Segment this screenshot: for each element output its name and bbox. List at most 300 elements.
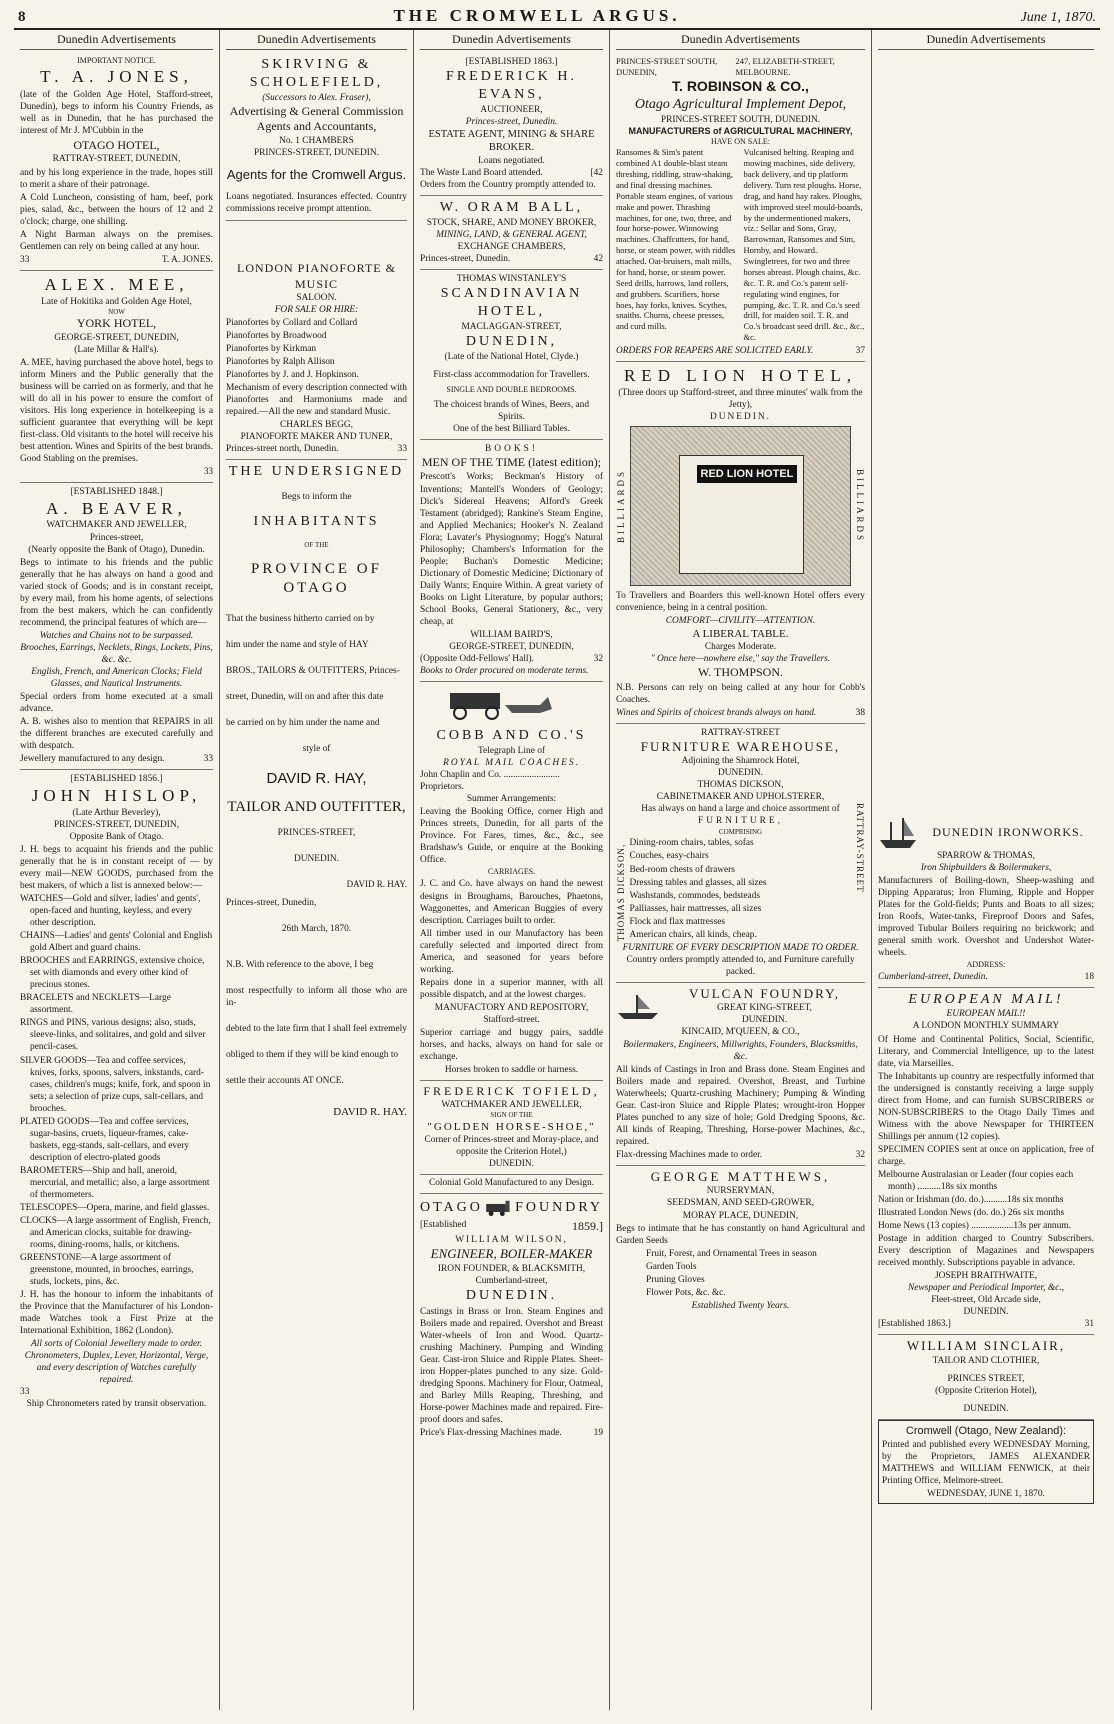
- ad-now: NOW: [108, 307, 125, 316]
- ad-street: PRINCES-STREET SOUTH, DUNEDIN.: [660, 114, 821, 125]
- ad-scandinavian: [420, 270, 603, 440]
- ad-body: The Inhabitants up country are respectfully informed that the undersigned is constantly receiving a large supply direct from Home, and can furnish SUBSCRIBERS or NON-SUBSCRIBERS to the Otago Daily Times and Witness with the above Newspaper for THIRTEEN Shillings per annum (12 copies).: [878, 1071, 1094, 1142]
- ad-evans: [420, 53, 603, 196]
- list-item: Pianofortes by Ralph Allison: [226, 357, 335, 368]
- ad-sale: HAVE ON SALE:: [711, 137, 770, 147]
- ad-trade: TAILOR AND CLOTHIER,: [932, 1355, 1040, 1366]
- ad-near: (Nearly opposite the Bank of Otago), Dunedin.: [28, 544, 205, 555]
- hotel-sign: RED LION HOTEL: [697, 465, 798, 483]
- ad-last: Flax-dressing Machines made to order.: [616, 1149, 763, 1160]
- ad-charges: Charges Moderate.: [704, 642, 777, 653]
- ad-owners: KINCAID, M'QUEEN, & CO.,: [681, 1027, 800, 1038]
- ad-otago-foundry: [420, 1194, 603, 1443]
- ad-ref: [42: [590, 167, 603, 178]
- ad-est: [Established 1863.]: [878, 1319, 951, 1330]
- ad-mfg: MANUFACTORY AND REPOSITORY,: [434, 1002, 589, 1013]
- ad-ref: 32: [593, 653, 603, 664]
- list-item: Palliasses, hair mattresses, all sizes: [629, 903, 762, 914]
- ad-seller: WILLIAM BAIRD'S,: [470, 629, 553, 640]
- ship-icon: [616, 991, 660, 1021]
- list-item: CLOCKS—A large assortment of English, French, and American clocks, suitable for drawing-rooms, dining-rooms, halls, or kitchens.: [20, 1215, 211, 1250]
- columns: [14, 30, 1100, 1710]
- ad-specimen: SPECIMEN COPIES sent at once on application, free of charge.: [878, 1144, 1094, 1167]
- ad-ref: 38: [855, 707, 865, 718]
- ad-est: [ESTABLISHED 1848.]: [70, 486, 163, 497]
- ad-name: SKIRVING & SCHOLEFIELD,: [249, 57, 384, 90]
- ad-line: PROVINCE OF OTAGO: [251, 561, 382, 597]
- list-item: BRACELETS and NECKLETS—Large assortment.: [20, 993, 171, 1016]
- ad-street: PRINCES-STREET, DUNEDIN,: [53, 819, 180, 830]
- ad-saloon: SALOON.: [296, 293, 337, 304]
- ad-line: Princes-street, Dunedin.: [420, 253, 511, 264]
- ad-right-list: Vulcanised belting. Reaping and mowing machines, side delivery, back delivery, and tip platform delivery. Turn rest ploughs. Horse, drag, and hand hay rakes. Ploughs, with improved steel mould-boards, by the undermentioned makers, viz.: Sellar and Sons, Gray, Barrowman, Ransomes and Sim, Hornby, and Howard. Swingletrees, for two and three horses abreast. Plough chains, &c. &c. T. R. and Co.'s patent self-regulating wind engines, for pumping, &c. T. R. and Co.'s seed drill, for maiden soil. T. R. and Co.'s broadcast seed drill. &c., &c., &c.: [743, 147, 865, 343]
- ad-jones: [20, 53, 213, 271]
- ad-matthews: [616, 1166, 865, 1316]
- ad-street: Cumberland-street,: [475, 1275, 548, 1286]
- ad-trade: AUCTIONEER,: [480, 104, 543, 115]
- column-3: [414, 30, 610, 1710]
- ad-owner: JOSEPH BRAITHWAITE,: [934, 1271, 1038, 1282]
- column-header: Dunedin Advertisements: [616, 30, 865, 50]
- ad-trade: WATCHMAKER AND JEWELLER,: [441, 1100, 582, 1111]
- ad-hotel: OTAGO HOTEL,: [73, 138, 160, 153]
- ad-line: INHABITANTS: [253, 514, 380, 530]
- list-item: Dressing tables and glasses, all sizes: [629, 877, 767, 888]
- ad-line: TAILOR AND OUTFITTER,: [227, 798, 406, 815]
- ad-ref: 19: [593, 1427, 603, 1438]
- ad-item: Watches and Chains not to be surpassed.: [39, 630, 194, 641]
- ad-addr-heading: ADDRESS:: [966, 960, 1006, 970]
- ad-line: obliged to them if they will be kind enough to: [226, 1049, 399, 1060]
- ad-line: street, Dunedin, will on and after this date: [226, 691, 384, 702]
- ad-furn: FURNITURE,: [698, 816, 783, 827]
- ad-trade2: IRON FOUNDER, & BLACKSMITH,: [437, 1263, 586, 1274]
- ad-name: ALEX. MEE,: [44, 274, 189, 294]
- ad-waste: The Waste Land Board attended.: [420, 167, 543, 178]
- ad-sub: Otago Agricultural Implement Depot,: [634, 96, 847, 112]
- ad-name: WILLIAM SINCLAIR,: [906, 1338, 1066, 1354]
- list-item: Flower Pots, &c. &c.: [646, 1287, 726, 1298]
- ad-left-list: Ransomes & Sim's patent combined A1 double-blast steam threshing, riddling, straw-shaking, and final dressing machines. Portable steam engines, of various make and power. Thrashing machines, for one, two, three, and four horse-power. Winnowing machines. Chaffcutters, for hand, horse, or steam power, with riddles attached. Oat-bruisers, malt mills, for hand, horse, or steam power. Seed drills, harrows, land rollers, and grubbers. Scarifiers, horse hoes, hay forks, knives. Scythes, snaiths. Churns, cheese presses, and curd mills.: [616, 147, 736, 332]
- ad-addr: Cumberland-street, Dunedin.: [878, 971, 988, 982]
- list-item: Pianofortes by J. and J. Hopkinson.: [226, 370, 359, 381]
- ad-trade: NURSERYMAN,: [706, 1186, 775, 1197]
- ad-line: THE UNDERSIGNED: [228, 464, 405, 480]
- ad-name: VULCAN FOUNDRY,: [688, 985, 841, 1001]
- ad-name: FREDERICK TOFIELD,: [423, 1083, 600, 1098]
- newspaper-page: [14, 6, 1100, 1714]
- ad-billiard: One of the best Billiard Tables.: [453, 424, 570, 435]
- ad-trade: WATCHMAKER AND JEWELLER,: [46, 520, 187, 531]
- ad-line: 26th March, 1870.: [281, 923, 352, 934]
- ad-line: him under the name and style of HAY: [226, 639, 369, 650]
- ad-name: GEORGE MATTHEWS,: [650, 1168, 831, 1184]
- ad-prop: John Chaplin and Co. ........................ Proprietors.: [420, 770, 560, 793]
- ad-body: Loans negotiated. Insurances effected. Country commissions receive prompt attention.: [226, 192, 407, 215]
- ad-line: N.B. With reference to the above, I beg: [226, 959, 374, 970]
- ad-line: Agents and Accountants,: [256, 119, 377, 134]
- ad-tofield: [420, 1081, 603, 1194]
- ad-body: To Travellers and Boarders this well-known Hotel offers every convenience, being in a central position.: [616, 590, 865, 613]
- side-label: RATTRAY-STREET: [855, 803, 865, 894]
- ad-line: EXCHANGE CHAMBERS,: [457, 241, 566, 252]
- ad-street: PRINCES STREET,: [947, 1373, 1025, 1384]
- ad-european-mail: [878, 988, 1094, 1336]
- imprint-place: Cromwell (Otago, New Zealand):: [905, 1425, 1067, 1438]
- ad-ref: 33: [20, 254, 30, 265]
- ad-name: COBB AND CO.'S: [436, 728, 587, 744]
- ad-addr: MORAY PLACE, DUNEDIN,: [682, 1210, 799, 1221]
- side-label: THOMAS DICKSON,: [616, 844, 626, 942]
- ad-line: MINING, LAND, & GENERAL AGENT,: [436, 229, 587, 240]
- ad-every: FURNITURE OF EVERY DESCRIPTION MADE TO ORDER.: [622, 942, 859, 953]
- ad-body: J. C. and Co. have always on hand the newest designs in Broughams, Barouches, Phaetons, Waggonettes, and American Buggies of every description. Carriages built to order.: [420, 879, 603, 926]
- ad-city: DUNEDIN,: [465, 333, 558, 349]
- ad-name: LONDON PIANOFORTE & MUSIC: [237, 261, 396, 291]
- ad-body: All timber used in our Manufactory has been carefully selected and imported direct from America, and seasoned for years before working.: [420, 928, 603, 975]
- ad-ref: 31: [1084, 1319, 1094, 1330]
- imprint-body: Printed and published every WEDNESDAY Morning, by the Proprietors, JAMES ALEXANDER MATTHEWS and WILLIAM FENWICK, at their Printing Office, Melmore-street.: [882, 1440, 1090, 1487]
- ad-city: DUNEDIN.: [717, 768, 764, 779]
- ad-body: Postage in addition charged to Country Subscribers. Every description of Magazines and Newspapers received monthly. Subscriptions payable in advance.: [878, 1234, 1094, 1269]
- ad-orders: ORDERS FOR REAPERS ARE SOLICITED EARLY.: [616, 346, 814, 357]
- ad-name: EUROPEAN MAIL!: [908, 991, 1064, 1007]
- ad-trade: Boilermakers, Engineers, Millwrights, Founders, Blacksmiths, &c.: [623, 1039, 858, 1062]
- masthead: [14, 6, 1100, 30]
- ad-sign: T. A. JONES.: [161, 254, 213, 265]
- ad-ball: [420, 196, 603, 270]
- ad-loans: Loans negotiated.: [478, 155, 545, 166]
- side-label: BILLIARDS: [855, 468, 865, 543]
- list-item: RINGS and PINS, various designs; also, studs, sleeve-links, and solitaires, and gold and silver pencil-cases.: [20, 1018, 206, 1053]
- ad-trade: Iron Shipbuilders & Boilermakers,: [920, 863, 1052, 874]
- ad-sub: EUROPEAN MAIL!!: [946, 1009, 1026, 1020]
- list-item: Nation or Irishman (do. do.)..........18s six months: [878, 1194, 1064, 1205]
- ad-city: DUNEDIN.: [741, 1015, 788, 1026]
- ad-hay: [226, 460, 407, 1123]
- ad-est: Established Twenty Years.: [691, 1300, 790, 1311]
- ad-item: Chronometers, Duplex, Lever, Horizontal, Verge, and every description of Watches carefully repaired.: [24, 1351, 209, 1386]
- ad-city: DUNEDIN.: [465, 1287, 558, 1303]
- ad-line: settle their accounts AT ONCE.: [226, 1075, 344, 1086]
- piano-list: [226, 317, 407, 381]
- ad-wines: Wines and Spirits of choicest brands always on hand.: [616, 707, 817, 718]
- ad-agents: Agents for the Cromwell Argus.: [226, 166, 407, 182]
- list-item: Home News (13 copies) ..................13s per annum.: [878, 1220, 1071, 1231]
- ad-vulcan: [616, 983, 865, 1166]
- ad-owner: THOMAS WINSTANLEY'S: [456, 273, 567, 284]
- list-item: Pruning Gloves: [646, 1274, 705, 1285]
- ad-sale: FOR SALE OR HIRE:: [274, 305, 359, 316]
- ad-line: BROS., TAILORS & OUTFITTERS, Princes-: [226, 665, 400, 676]
- ship-icon: [878, 816, 918, 850]
- ad-mfg2: Stafford-street.: [483, 1014, 540, 1025]
- seeds-list: [616, 1248, 865, 1299]
- ad-piano: [226, 221, 407, 460]
- ad-adj: Adjoining the Shamrock Hotel,: [681, 756, 800, 767]
- ad-body: Special orders from home executed at a small advance.: [20, 691, 213, 714]
- ad-comp: COMPRISING: [718, 827, 763, 836]
- ad-name: T. ROBINSON & CO.,: [672, 77, 809, 94]
- ad-name: A. BEAVER,: [46, 498, 187, 518]
- newspaper-title: THE CROMWELL ARGUS.: [393, 6, 681, 25]
- list-item: American chairs, all kinds, cheap.: [629, 929, 757, 940]
- ad-tel: Telegraph Line of: [477, 745, 546, 756]
- ad-street: GREAT KING-STREET,: [717, 1003, 812, 1014]
- ad-trade: Newspaper and Periodical Importer, &c.,: [908, 1283, 1064, 1294]
- list-item: Pianofortes by Broadwood: [226, 331, 327, 342]
- ad-name: W. ORAM BALL,: [439, 199, 584, 215]
- ad-addr: Fleet-street, Old Arcade side,: [931, 1295, 1041, 1306]
- ad-addr: No. 1 CHAMBERS: [279, 135, 354, 146]
- ad-acc: First-class accommodation for Travellers.: [433, 369, 590, 380]
- goods-list: [20, 893, 213, 1288]
- ad-head: BOOKS!: [485, 444, 538, 455]
- ad-body: Begs to intimate that he has constantly on hand Agricultural and Garden Seeds: [616, 1223, 865, 1246]
- ad-beaver: [20, 483, 213, 770]
- ad-body: A Cold Luncheon, consisting of ham, beef, pork pies, salad, &c., between the hours of 12 and 2 o'clock; charge, one shilling.: [20, 192, 213, 227]
- ad-ref: 33: [20, 1387, 30, 1398]
- ad-body: A Night Barman always on the premises. Gentlemen can rely on being called at any hour.: [20, 229, 213, 252]
- ad-line: debted to the late firm that I shall feel extremely: [226, 1023, 407, 1034]
- ad-city: DUNEDIN.: [963, 1307, 1009, 1318]
- ad-city: DUNEDIN.: [709, 411, 772, 422]
- ad-name: SCANDINAVIAN HOTEL,: [440, 285, 583, 319]
- ad-ref: 33: [203, 754, 213, 765]
- ad-skirving: [226, 53, 407, 221]
- ad-line: OF THE: [304, 541, 329, 550]
- ad-addr: Princes-street north, Dunedin.: [226, 444, 339, 455]
- ad-street: RATTRAY-STREET, DUNEDIN,: [52, 154, 181, 165]
- ad-street: GEORGE-STREET, DUNEDIN,: [54, 332, 179, 343]
- ad-name: DUNEDIN IRONWORKS.: [932, 825, 1084, 840]
- ad-street: GEORGE-STREET, DUNEDIN,: [449, 641, 574, 652]
- list-item: Washstands, commodes, bedsteads: [629, 890, 760, 901]
- ad-body: Has always on hand a large and choice assortment of: [641, 804, 840, 815]
- column-5: [872, 30, 1100, 1710]
- ad-body: Mechanism of every description connected with Pianofortes and Harmoniums made and repaired.—All the new and standard Music.: [226, 383, 407, 418]
- ad-shoe: "GOLDEN HORSE-SHOE,": [427, 1121, 596, 1134]
- ad-item: All sorts of Colonial Jewellery made to order.: [31, 1339, 202, 1350]
- ad-ref: 37: [855, 346, 865, 357]
- ad-line: DAVID R. HAY.: [333, 1106, 407, 1118]
- ad-nb: N.B. Persons can rely on being called at any hour for Cobb's Coaches.: [616, 682, 865, 705]
- ad-hotel: YORK HOTEL,: [76, 316, 157, 331]
- ad-trade: CABINETMAKER AND UPHOLSTERER,: [656, 792, 825, 803]
- ad-orders: Orders from the Country promptly attended to.: [420, 179, 596, 190]
- ad-quote: " Once here—nowhere else," say the Travellers.: [650, 654, 831, 665]
- ad-line: be carried on by him under the name and: [226, 717, 380, 728]
- list-item: PLATED GOODS—Tea and coffee services, sugar-basins, cruets, liqueur-frames, cake-baskets, egg-stands, salt-cellars, and every description of electro-plated goods: [20, 1116, 190, 1163]
- ad-cobb: [420, 682, 603, 1081]
- ad-est: [ESTABLISHED 1856.]: [70, 774, 163, 785]
- ad-body: Begs to intimate to his friends and the public generally that he has always on hand a good and varied stock of Goods; and is in constant receipt, by every mail, from his home agents, of selections from the best makers, which he can confidently recommend, the principal features of which are—: [20, 557, 213, 628]
- list-item: Illustrated London News (do. do.) 26s six months: [878, 1207, 1065, 1218]
- list-item: BROOCHES and EARRINGS, extensive choice, set with diamonds and every other kind of precious stones.: [20, 956, 205, 991]
- rates-list: [878, 1169, 1094, 1232]
- ad-name: JOHN HISLOP,: [31, 786, 202, 806]
- ad-ref: 18: [1084, 971, 1094, 982]
- column-header: Dunedin Advertisements: [20, 30, 213, 50]
- list-item: GREENSTONE—A large assortment of greenstone, mounted, in brooches, earrings, studs, lockets, pins, &c.: [20, 1253, 194, 1288]
- ad-est: [ESTABLISHED 1863.]: [465, 57, 558, 67]
- ad-opp: (Opposite Odd-Fellows' Hall).: [420, 653, 534, 664]
- ad-robinson: [616, 53, 865, 362]
- ad-heading: IMPORTANT NOTICE.: [77, 56, 156, 65]
- imprint-date: WEDNESDAY, JUNE 1, 1870.: [927, 1489, 1045, 1500]
- ad-opp: opposite the Criterion Hotel,): [456, 1147, 567, 1158]
- ad-trade: PIANOFORTE MAKER AND TUNER,: [240, 432, 393, 443]
- ad-item: Brooches, Earrings, Necklets, Rings, Lockets, Pins, &c. &c.: [20, 642, 213, 665]
- ad-furniture: [616, 724, 865, 983]
- ad-line: DUNEDIN.: [293, 854, 340, 865]
- ad-line: Advertising & General Commission: [229, 103, 404, 118]
- list-item: TELESCOPES—Opera, marine, and field glasses.: [20, 1202, 210, 1213]
- ad-body: Prescott's Works; Beckman's History of Inventions; Mantell's Wonders of Geology; Dick's Sidereal Heavens; Alford's Greek Testament (abridged); Rankine's Steam Engine, and Applied Mechanics; Hooker's N. Zealand Flora; Lavater's Physiognomy; Hogg's Natural Philosophy; Chambers's Information for the People; Buchan's Domestic Medicine; Dictionary of Domestic Medicine; Dictionary of Daily Wants; Enquire Within. A great variety of Books on Light Literature, by popular authors; School Books, General Stationery, &c., very cheap, at: [420, 472, 603, 627]
- ad-body: Of Home and Continental Politics, Social, Scientific, Literary, and Commercial Intelligence, up to the latest date, via Marseilles.: [878, 1034, 1094, 1069]
- ad-rooms: SINGLE AND DOUBLE BEDROOMS.: [446, 384, 577, 394]
- ad-ref: 33: [397, 444, 407, 455]
- ad-owner: CHARLES BEGG,: [280, 420, 353, 431]
- ad-item: English, French, and American Clocks; Field Glasses, and Nautical Instruments.: [31, 666, 202, 689]
- ad-last: Price's Flax-dressing Machines made.: [420, 1427, 562, 1438]
- ad-city: DUNEDIN.: [488, 1159, 535, 1170]
- ad-body: J. H. has the honour to inform the inhabitants of the Province that the Manufacturer of his London-made Watches took a First Prize at the International Exhibition, 1862 (London).: [20, 1290, 213, 1337]
- ad-corner: Corner of Princes-street and Moray-place, and: [424, 1135, 599, 1146]
- ad-street: Princes-street,: [89, 532, 144, 543]
- ad-body: A. MEE, having purchased the above hotel, begs to inform Miners and the Public generally that the business will be carried on as formerly, and that he will do all in his power to ensure the comfort of visitors. His long experience in hotelkeeping is a sufficient guarantee that everything will be kept first-class. Old visitants to the hotel will receive his best attention. Wines and Spirits of the best brands. Good Stabling on the premises.: [20, 357, 213, 465]
- ad-sinclair: [878, 1335, 1094, 1420]
- ad-name: MEN OF THE TIME (latest edition);: [421, 455, 602, 470]
- list-item: SILVER GOODS—Tea and coffee services, knives, forks, spoons, salvers, inkstands, card-cases, children's mugs; knife, fork, and spoon in sets; a selection of prize cups, salt-cellars, and brooches.: [20, 1055, 211, 1114]
- ad-owner: WILLIAM WILSON,: [455, 1234, 568, 1245]
- ad-line: DAVID R. HAY,: [266, 769, 367, 787]
- ad-sub: (Three doors up Stafford-street, and three minutes' walk from the Jetty),: [618, 387, 863, 410]
- list-item: WATCHES—Gold and silver, ladies' and gents', open-faced and hunting, keyless, and every other description.: [20, 894, 201, 929]
- ad-late: (Late Millar & Hall's).: [74, 344, 159, 355]
- ad-addr: PRINCES-STREET SOUTH, DUNEDIN,: [616, 56, 718, 77]
- ad-hislop: [20, 770, 213, 1414]
- ad-addr: PRINCES-STREET, DUNEDIN.: [253, 147, 380, 158]
- column-4: [610, 30, 872, 1710]
- ad-addr: Princes-street, Dunedin.: [465, 116, 558, 127]
- list-item: Garden Tools: [646, 1261, 697, 1272]
- ad-line: STOCK, SHARE, AND MONEY BROKER,: [426, 217, 597, 228]
- ad-body: A. B. wishes also to mention that REPAIRS in all the different branches are executed carefully and with despatch.: [20, 716, 213, 752]
- ad-body: and by his long experience in the trade, hopes still to merit a share of their patronage.: [20, 167, 213, 190]
- ad-body: Leaving the Booking Office, corner High and Princes streets, Dunedin, for all parts of the Province. For Fares, times, &c., &c., see Bradshaw's Guide, or enquire at the Booking Office.: [420, 807, 603, 866]
- horses: [505, 697, 552, 713]
- ad-owners: SPARROW & THOMAS,: [936, 851, 1036, 861]
- ad-owner: THOMAS DICKSON,: [697, 780, 784, 791]
- list-item: BAROMETERS—Ship and hall, aneroid, mercurial, and metallic; also, a large assortment of thermometers.: [20, 1165, 210, 1200]
- ad-wines: The choicest brands of Wines, Beers, and Spirits.: [433, 399, 590, 423]
- ad-name: RED LION HOTEL,: [623, 366, 858, 386]
- ad-late: (Late Arthur Beverley),: [72, 807, 161, 818]
- ad-last: Ship Chronometers rated by transit observation.: [26, 1399, 207, 1410]
- ad-name: FOUNDRY: [515, 1199, 603, 1215]
- ad-order: Books to Order procured on moderate terms.: [420, 665, 589, 676]
- furniture-list: [630, 837, 852, 940]
- ad-body: Horses broken to saddle or harness.: [444, 1064, 579, 1075]
- ad-ironworks: [878, 813, 1094, 988]
- ad-name: OTAGO: [420, 1199, 483, 1215]
- ad-late: (Late of the National Hotel, Clyde.): [444, 351, 579, 362]
- ad-body: Manufacturers of Boiling-down, Sheep-washing and Dipping Apparatus; Iron Fluming, Ripple and Hopper Plates for the Gold-fields; Punts and Boats to all sizes; Iron Roofs, Water-tanks, Fireproof Doors and Safes, improved Tubular Boilers requiring no brickwork; and general smith work. Overshot and Undershot Water-wheels.: [878, 876, 1094, 959]
- column-header: Dunedin Advertisements: [420, 30, 603, 50]
- column-2: [220, 30, 414, 1710]
- ad-line: Princes-street, Dunedin,: [226, 897, 317, 908]
- ad-trade: ENGINEER, BOILER-MAKER: [430, 1245, 593, 1261]
- column-header: Dunedin Advertisements: [878, 30, 1094, 50]
- ad-table: A LIBERAL TABLE.: [692, 628, 789, 641]
- ad-addr: 247, ELIZABETH-STREET, MELBOURNE.: [735, 56, 835, 77]
- ad-summer: Summer Arrangements:: [466, 794, 557, 805]
- ad-name: T. A. JONES,: [40, 67, 193, 87]
- ad-city: DUNEDIN.: [963, 1403, 1009, 1414]
- ad-line: DAVID R. HAY.: [346, 879, 407, 890]
- ad-sub: Late of Hokitika and Golden Age Hotel,: [41, 296, 192, 307]
- ad-mee: [20, 271, 213, 483]
- ad-estate: ESTATE AGENT, MINING & SHARE BROKER.: [428, 128, 595, 154]
- ad-owner: W. THOMPSON.: [697, 665, 784, 680]
- ad-line: style of: [302, 743, 331, 754]
- ad-name: FREDERICK H. EVANS,: [446, 69, 577, 102]
- ad-street: MACLAGGAN-STREET,: [461, 321, 562, 332]
- ad-line: That the business hitherto carried on by: [226, 613, 375, 624]
- ad-body: Castings in Brass or Iron. Steam Engines and Boilers made and repaired. Overshot and Breast Water-wheels of Iron and Wood. Quartz-crushing Machinery. Pumping and Winding Gear. Cast-iron Sluice and Ripple Plates. Sheet-iron Hopper-plates punched to any size. Gold-dredging Spoons. Machinery for Flour, Oatmeal, and Barley Mills Reaping, Threshing, and Horse-power Machines made and repaired. Fire-proof doors and safes.: [420, 1306, 603, 1425]
- ad-red-lion: [616, 362, 865, 724]
- ad-est: [Established: [420, 1219, 467, 1230]
- ad-year: 1859.]: [572, 1218, 603, 1233]
- ad-books: [420, 440, 603, 682]
- list-item: Couches, easy-chairs: [629, 851, 709, 862]
- ad-body: (late of the Golden Age Hotel, Stafford-street, Dunedin), begs to inform his Country Friends, as well as in Dunedin, that he has purchased the interest of Mr J. M'Cubbin in the: [20, 89, 213, 137]
- engine-icon: [483, 1197, 515, 1219]
- list-item: Pianofortes by Kirkman: [226, 344, 317, 355]
- column-1: [14, 30, 220, 1710]
- ad-carr: CARRIAGES.: [487, 867, 536, 877]
- list-item: Fruit, Forest, and Ornamental Trees in season: [646, 1248, 817, 1259]
- ad-sign: SIGN OF THE: [490, 1111, 533, 1120]
- issue-date: June 1, 1870.: [1020, 10, 1096, 25]
- ad-succ: (Successors to Alex. Fraser),: [262, 92, 371, 103]
- hotel-engraving: [630, 426, 852, 586]
- ad-ref: 33: [204, 466, 213, 477]
- ad-line: most respectfully to inform all those who are in-: [226, 985, 407, 1008]
- column-5-spacer: [878, 53, 1094, 813]
- list-item: Bed-room chests of drawers: [629, 864, 735, 875]
- ad-royal: ROYAL MAIL COACHES.: [443, 757, 580, 768]
- ad-opp: Opposite Bank of Otago.: [69, 831, 164, 842]
- ad-street: RATTRAY-STREET: [701, 727, 780, 738]
- ad-name: FURNITURE WAREHOUSE,: [640, 738, 841, 754]
- ad-mfr: MANUFACTURERS of AGRICULTURAL MACHINERY,: [628, 125, 853, 136]
- list-item: Pianofortes by Collard and Collard: [226, 318, 358, 329]
- imprint: [878, 1420, 1094, 1504]
- column-header: Dunedin Advertisements: [226, 30, 407, 50]
- page-number: 8: [18, 9, 26, 25]
- ad-trade2: SEEDSMAN, AND SEED-GROWER,: [667, 1198, 814, 1209]
- ad-ref: 32: [855, 1149, 865, 1160]
- ad-body: J. H. begs to acquaint his friends and the public generally that he is in constant receipt of — by every mail—NEW GOODS, purchased from the best makers, of which a list is annexed below:—: [20, 844, 213, 892]
- list-item: CHAINS—Ladies' and gents' Colonial and English gold Albert and guard chains.: [20, 931, 213, 954]
- ad-line: Begs to inform the: [281, 492, 352, 503]
- list-item: Flock and flax mattresses: [629, 916, 726, 927]
- ad-comfort: COMFORT—CIVILITY—ATTENTION.: [665, 616, 816, 627]
- ad-body: Jewellery manufactured to any design.: [20, 754, 165, 765]
- list-item: Dining-room chairs, tables, sofas: [629, 838, 754, 849]
